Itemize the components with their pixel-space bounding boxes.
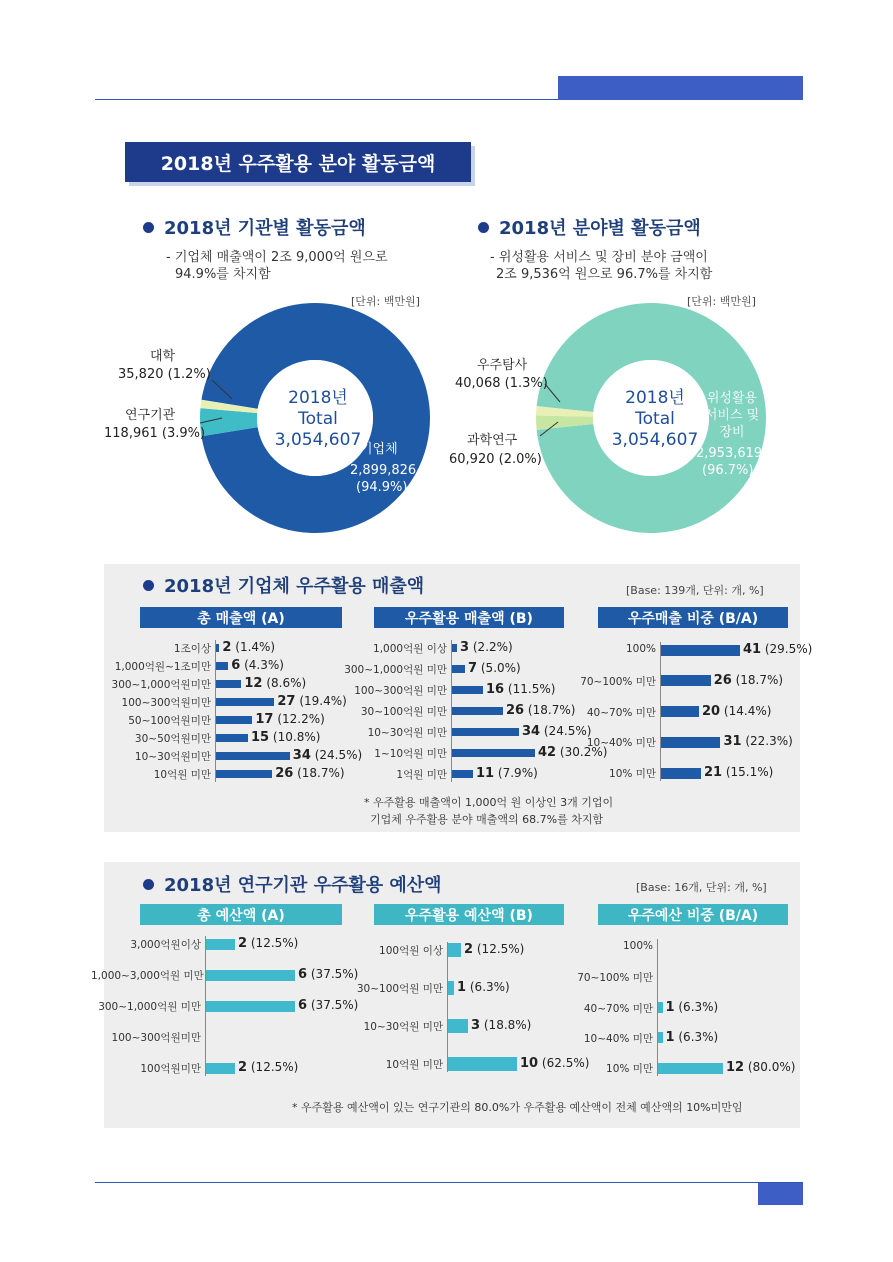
bar-category-label: 1,000억원 이상 — [373, 643, 447, 655]
bar-category-label: 300~1,000억원 미만 — [344, 664, 447, 676]
bar-axis-line — [215, 640, 216, 782]
bar-category-label: 1,000~3,000억원 미만 — [91, 970, 204, 982]
bar-percent: (1.4%) — [235, 640, 276, 654]
bar-category-label: 10~30억원 미만 — [367, 727, 447, 739]
bar-category-label: 40~70% 미만 — [586, 706, 656, 719]
bar-category-label: 100~300억원미만 — [111, 1032, 201, 1044]
bar-percent: (8.6%) — [266, 676, 307, 690]
bar-percent: (29.5%) — [764, 642, 813, 656]
bar-mark — [215, 734, 248, 742]
bar-value-label — [743, 642, 812, 657]
bar-count: 16 — [486, 682, 505, 697]
bar-mark — [447, 1019, 468, 1033]
bar-percent: (4.3%) — [244, 658, 284, 672]
bar-value-label — [468, 661, 521, 676]
bar-category-label: 300~1,000억원미만 — [111, 679, 211, 691]
bar-count: 3 — [471, 1018, 481, 1033]
bar-mark — [660, 737, 720, 748]
bar-count: 1 — [665, 999, 675, 1015]
bar-mark — [451, 749, 535, 757]
bar-count: 2 — [238, 936, 248, 951]
bar-count: 2 — [222, 640, 232, 655]
bar-percent: (18.7%) — [527, 703, 576, 717]
bar-mark — [451, 686, 483, 694]
bar-value-label — [298, 967, 358, 982]
bar-mark — [205, 970, 295, 981]
bar-count: 17 — [255, 712, 274, 727]
sales-col-c-header: 우주매출 비중 (B/A) — [598, 607, 788, 628]
bar-count: 6 — [298, 967, 308, 982]
bar-value-label — [231, 658, 284, 673]
bar-percent: (6.3%) — [678, 999, 719, 1014]
label-sci-name: 과학연구 — [467, 433, 518, 448]
bar-category-label: 100~300억원 미만 — [354, 685, 447, 697]
bar-percent: (12.5%) — [250, 936, 299, 950]
bar-percent: (80.0%) — [747, 1060, 796, 1074]
bar-count: 2 — [238, 1060, 248, 1075]
bar-value-label — [251, 730, 320, 745]
bar-percent: (18.8%) — [483, 1018, 532, 1032]
sales-footnote-line1: * 우주활용 매출액이 1,000억 원 이상인 3개 기업이 — [364, 796, 614, 809]
bar-category-label: 3,000억원이상 — [130, 939, 201, 951]
sales-base: [Base: 139개, 단위: 개, %] — [626, 584, 764, 597]
inst-center-total: Total — [298, 409, 338, 429]
bar-count: 42 — [538, 745, 557, 760]
field-center-value: 3,054,607 — [611, 430, 699, 450]
field-note-line2: 2조 9,536억 원으로 96.7%를 차지함 — [496, 267, 713, 282]
budget-col-c-header: 우주예산 비중 (B/A) — [598, 904, 788, 925]
bar-value-label — [714, 673, 783, 688]
label-sat-line3: 장비 — [719, 425, 745, 440]
bar-count: 3 — [460, 640, 470, 655]
label-exp-value: 40,068 (1.3%) — [455, 376, 548, 391]
bar-category-label: 10% 미만 — [606, 1063, 653, 1075]
field-unit: [단위: 백만원] — [687, 295, 756, 308]
bar-percent: (18.7%) — [735, 672, 784, 687]
bar-category-label: 10~40% 미만 — [586, 737, 656, 750]
bar-mark — [660, 645, 740, 656]
bar-count: 11 — [476, 766, 495, 781]
bar-value-label — [460, 640, 513, 655]
bar-value-label — [238, 1060, 298, 1075]
bar-category-label: 40~70% 미만 — [583, 1002, 653, 1015]
bar-mark — [660, 675, 711, 686]
bar-value-label — [702, 704, 771, 719]
bar-count: 31 — [723, 734, 742, 750]
bar-category-label: 10억원 미만 — [153, 769, 211, 781]
bar-mark — [215, 716, 252, 724]
bar-value-label — [723, 734, 792, 749]
bar-count: 12 — [244, 676, 263, 691]
bar-value-label — [238, 936, 298, 951]
bar-mark — [451, 728, 519, 736]
label-sat-line2: 서비스 및 — [704, 408, 760, 423]
bar-value-label — [464, 942, 524, 957]
budget-footnote: * 우주활용 예산액이 있는 연구기관의 80.0%가 우주활용 예산액이 전체 예산액의 10%미만임 — [292, 1101, 743, 1114]
bar-mark — [660, 706, 699, 717]
bar-count: 20 — [702, 703, 721, 719]
bar-value-label — [666, 1030, 719, 1045]
bar-count: 12 — [726, 1060, 745, 1075]
bar-category-label: 30~100억원 미만 — [356, 983, 443, 995]
bar-category-label: 300~1,000억원 미만 — [98, 1001, 201, 1013]
bar-count: 34 — [522, 724, 541, 739]
bar-category-label: 30~50억원미만 — [134, 733, 211, 745]
bar-count: 2 — [464, 942, 474, 957]
bar-category-label: 10~40% 미만 — [583, 1032, 653, 1045]
bar-axis-line — [451, 640, 452, 782]
bar-axis-line — [660, 642, 661, 781]
label-sat-line1: 위성활용 — [706, 391, 758, 406]
bar-category-label: 10억원 미만 — [385, 1059, 443, 1071]
bar-category-label: 30~100억원 미만 — [360, 706, 447, 718]
bar-count: 6 — [298, 998, 308, 1013]
bar-count: 34 — [292, 748, 311, 763]
bar-percent: (10.8%) — [272, 730, 321, 744]
bar-value-label — [255, 712, 324, 727]
bar-count: 1 — [665, 1029, 675, 1045]
inst-heading-text: 2018년 기관별 활동금액 — [164, 218, 366, 239]
bar-mark — [447, 1057, 517, 1071]
budget-col-b-header: 우주활용 예산액 (B) — [374, 904, 564, 925]
bar-category-label: 50~100억원미만 — [128, 715, 211, 727]
bar-percent: (37.5%) — [310, 967, 359, 981]
field-heading-text: 2018년 분야별 활동금액 — [499, 218, 701, 239]
bar-percent: (24.5%) — [314, 748, 363, 762]
sales-footnote-line2: 기업체 우주활용 분야 매출액의 68.7%를 차지함 — [370, 813, 604, 826]
bar-percent: (2.2%) — [472, 640, 513, 654]
label-inst-name: 연구기관 — [125, 408, 176, 423]
budget-heading-text: 2018년 연구기관 우주활용 예산액 — [164, 875, 442, 896]
bar-mark — [215, 698, 274, 706]
bar-mark — [215, 770, 272, 778]
bar-value-label — [476, 766, 538, 781]
bar-mark — [205, 1063, 235, 1074]
label-univ-name: 대학 — [150, 349, 176, 364]
bar-value-label — [457, 980, 510, 995]
bar-category-label: 70~100% 미만 — [580, 675, 656, 688]
bar-percent: (15.1%) — [725, 765, 774, 779]
inst-center-value: 3,054,607 — [274, 430, 362, 450]
bar-percent: (11.5%) — [507, 682, 556, 696]
bar-percent: (5.0%) — [480, 661, 521, 675]
bar-category-label: 70~100% 미만 — [577, 972, 653, 985]
label-corp-name: 기업체 — [360, 442, 398, 457]
label-corp-value: 2,899,826 — [350, 463, 417, 478]
budget-base: [Base: 16개, 단위: 개, %] — [636, 881, 767, 894]
bar-category-label: 100~300억원미만 — [121, 697, 211, 709]
bar-mark — [205, 1001, 295, 1012]
bar-mark — [447, 981, 454, 995]
sales-heading-text: 2018년 기업체 우주활용 매출액 — [164, 576, 425, 597]
sales-col-b-header: 우주활용 매출액 (B) — [374, 607, 564, 628]
bar-category-label: 100억원 이상 — [379, 945, 443, 957]
bar-percent: (24.5%) — [543, 724, 592, 738]
bar-count: 10 — [520, 1056, 539, 1071]
field-note-line1: - 위성활용 서비스 및 장비 분야 금액이 — [490, 250, 708, 265]
bar-axis-line — [447, 942, 448, 1072]
bar-percent: (12.2%) — [277, 712, 325, 726]
bar-category-label: 10~30억원 미만 — [363, 1021, 443, 1033]
bar-count: 1 — [457, 980, 467, 995]
bar-category-label: 1억원 미만 — [396, 769, 447, 781]
bar-value-label — [222, 640, 275, 655]
budget-col-a-header: 총 예산액 (A) — [140, 904, 342, 925]
bar-category-label: 100% — [622, 940, 653, 952]
label-sat-pct: (96.7%) — [702, 463, 754, 478]
bar-count: 26 — [713, 672, 732, 688]
bar-percent: (6.3%) — [469, 980, 510, 994]
label-univ-value: 35,820 (1.2%) — [118, 367, 211, 382]
label-exp-name: 우주탐사 — [477, 358, 528, 373]
bar-axis-line — [657, 939, 658, 1076]
inst-note-line1: - 기업체 매출액이 2조 9,000억 원으로 — [166, 250, 388, 265]
bar-percent: (30.2%) — [559, 745, 608, 759]
inst-note-line2: 94.9%를 차지함 — [175, 267, 271, 282]
bar-mark — [451, 665, 465, 673]
bar-count: 6 — [231, 658, 241, 673]
bar-mark — [215, 680, 241, 688]
bar-category-label: 10% 미만 — [609, 768, 656, 780]
bar-category-label: 1조이상 — [173, 643, 211, 655]
bar-value-label — [471, 1018, 531, 1033]
bar-mark — [657, 1063, 723, 1074]
bar-value-label — [506, 703, 575, 718]
bar-value-label — [704, 765, 773, 780]
bar-mark — [660, 768, 701, 779]
bar-percent: (19.4%) — [299, 694, 347, 708]
bar-mark — [447, 943, 461, 957]
bar-mark — [215, 662, 228, 670]
bar-mark — [205, 939, 235, 950]
inst-center-year: 2018년 — [288, 388, 348, 408]
bar-value-label — [726, 1060, 795, 1075]
bar-value-label — [298, 998, 358, 1013]
bar-axis-line — [205, 936, 206, 1076]
bar-count: 15 — [251, 730, 270, 745]
bar-mark — [451, 770, 473, 778]
label-sat-value: 2,953,619 — [696, 446, 763, 461]
bar-count: 26 — [506, 703, 525, 718]
bar-value-label — [486, 682, 555, 697]
field-center-year: 2018년 — [625, 388, 685, 408]
bar-percent: (12.5%) — [476, 942, 525, 956]
bar-percent: (14.4%) — [723, 703, 772, 718]
bar-count: 21 — [703, 765, 723, 780]
bar-percent: (18.7%) — [297, 766, 345, 780]
label-sci-value: 60,920 (2.0%) — [449, 452, 542, 467]
sales-col-a-header: 총 매출액 (A) — [140, 607, 342, 628]
bar-value-label — [275, 766, 344, 781]
bar-mark — [215, 752, 290, 760]
bar-percent: (62.5%) — [541, 1056, 590, 1070]
inst-unit: [단위: 백만원] — [351, 295, 420, 308]
bar-count: 7 — [468, 661, 478, 676]
bar-category-label: 100억원미만 — [140, 1063, 201, 1075]
bar-count: 41 — [742, 642, 762, 657]
field-center-total: Total — [635, 409, 675, 429]
bar-category-label: 1,000억원~1조미만 — [114, 661, 211, 673]
label-inst-value: 118,961 (3.9%) — [104, 426, 206, 441]
bar-count: 27 — [277, 694, 296, 709]
bar-category-label: 10~30억원미만 — [134, 751, 211, 763]
bar-percent: (22.3%) — [745, 734, 793, 749]
bar-mark — [451, 707, 503, 715]
bar-value-label — [244, 676, 306, 691]
bar-percent: (12.5%) — [250, 1060, 299, 1074]
bar-category-label: 100% — [625, 643, 656, 655]
bar-count: 26 — [275, 766, 294, 781]
bar-value-label — [666, 1000, 719, 1015]
label-corp-pct: (94.9%) — [356, 480, 408, 495]
bar-percent: (37.5%) — [310, 998, 359, 1012]
bar-category-label: 1~10억원 미만 — [374, 748, 447, 760]
bar-percent: (6.3%) — [678, 1029, 719, 1044]
bar-percent: (7.9%) — [497, 766, 538, 780]
page-title: 2018년 우주활용 분야 활동금액 — [125, 142, 471, 182]
